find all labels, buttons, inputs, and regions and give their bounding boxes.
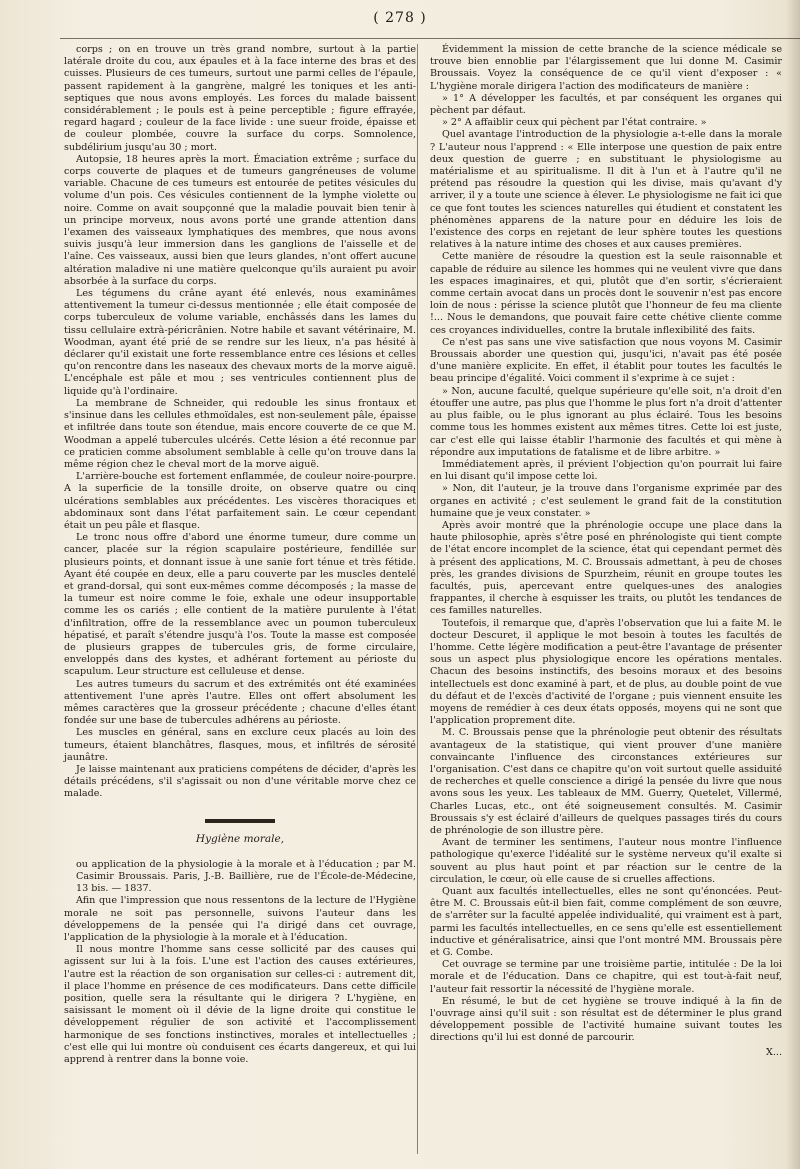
paragraph: Cette manière de résoudre la question est la seule raisonnable et capable de réduire au silence les hommes qui ne veulent vivre que dans les espaces imaginaires, et qui, plutôt que d'en sortir, s'écrieraient comme certain avocat dans un procès dont le souvenir n'est pas encore loin de nous : périsse la science plutôt que l'honneur de feu ma cliente !... Nous le demandons, que pouvait faire cette chétive cliente comme ces croyances individuelles, contre la brutale inflexibilité des faits. — [430, 251, 782, 336]
left-column — [64, 44, 416, 1066]
section-divider-rule — [205, 819, 275, 823]
paragraph: Je laisse maintenant aux praticiens compétens de décider, d'après les détails précédens, s'il s'agissait ou non d'une véritable morve chez ce malade. — [64, 763, 416, 800]
bibliographic-reference: ou application de la physiologie à la morale et à l'éducation ; par M. Casimir Broussais. Paris, J.-B. Baillière, rue de l'École-de-Médecine, 13 bis. — 1837. — [76, 858, 416, 895]
paragraph: » Non, dit l'auteur, je la trouve dans l'organisme exprimée par des organes en activité ; c'est seulement le grand fait de la constitution humaine que je veux constater. » — [430, 483, 782, 519]
paragraph: En résumé, le but de cet hygiène se trouve indiqué à la fin de l'ouvrage ainsi qu'il suit : son résultat est de déterminer le plus grand développement possible de l'activité humaine suivant toutes les directions qu'il lui est donné de parcourir. — [430, 995, 782, 1044]
page-edge-shadow — [786, 0, 800, 1169]
paragraph: Toutefois, il remarque que, d'après l'observation que lui a faite M. le docteur Descuret, il applique le mot besoin à toutes les facultés de l'homme. Cette légère modification a peut-être l'avantage de présenter sous un aspect plus physiologique encore les opérations mentales. Chacun des besoins instinctifs, des besoins moraux et des besoins intellectuels est donc examiné à part, et de plus, au double point de vue du défaut et de l'excès d'activité de l'organe ; puis viennent ensuite les moyens de remédier à ces deux états opposés, moyens qui ne sont que l'application proprement dite. — [430, 617, 782, 727]
section-title: Hygiène morale, — [195, 832, 285, 845]
paragraph: » 2° A affaiblir ceux qui pèchent par l'état contraire. » — [442, 117, 707, 129]
paragraph: Autopsie, 18 heures après la mort. Émaciation extrême ; surface du corps couverte de plaques et de tumeurs gangréneuses de volume variable. Chacune de ces tumeurs est entourée de petites vésicules du volume d'un pois. Ces vésicules contiennent de la lymphe violette ou noire. Comme on avait soupçonné que la maladie pouvait bien tenir à un principe morveux, nous avons porté une grande attention dans l'examen des vaisseaux lymphatiques des membres, que nous avons suivis jusqu'à leur immersion dans les ganglions de l'aisselle et de l'aîne. Ces vaisseaux, aussi bien que leurs glandes, n'ont offert aucune altération maladive ni une matière quelconque qu'ils auraient pu avoir absorbée à la surface du corps. — [64, 153, 416, 287]
column-divider — [417, 44, 418, 1154]
paragraph: Après avoir montré que la phrénologie occupe une place dans la haute philosophie, après s'être posé en phrénologiste qui tient compte de l'état encore incomplet de la science, état qui cependant permet dès à présent des applications, M. C. Broussais admettant, à peu de choses près, les grandes divisions de Spurzheim, réunit en groupe toutes les facultés, puis, apercevant entre quelques-unes des analogies frappantes, il cherche à esquisser les traits, ou plutôt les tendances de ces familles naturelles. — [430, 519, 782, 617]
paragraph: Les muscles en général, sans en exclure ceux placés au loin des tumeurs, étaient blanchâtres, flasques, mous, et infiltrés de sérosité jaunâtre. — [64, 727, 416, 763]
right-column — [430, 44, 782, 1059]
page-number: ( 278 ) — [373, 10, 427, 26]
paragraph: Les autres tumeurs du sacrum et des extrémités ont été examinées attentivement l'une après l'autre. Elles ont offert absolument les mêmes caractères que la grosseur précédente ; chacune d'elles étant fondée sur une base de tubercules adhérens au périoste. — [64, 678, 416, 727]
paragraph: Quel avantage l'introduction de la physiologie a-t-elle dans la morale ? L'auteur nous l'apprend : « Elle interpose une question de paix entre deux question de guerre ; en substituant le physiologisme au matérialisme et au spiritualisme. Il dit à l'un et à l'autre qu'il ne prétend pas résoudre la question qui les divise, mais qu'avant d'y arriver, il y a toute une science à élever. Le physiologisme ne fait ici que ce que font toutes les sciences naturelles qui étudient et constatent les phénomènes apparens de la nature pour en déduire les lois de l'existence des corps en rejetant de leur sphère toutes les questions relatives à la nature intime des choses et aux causes premières. — [430, 129, 782, 251]
left-paragraphs-before — [64, 44, 416, 801]
paragraph: M. C. Broussais pense que la phrénologie peut obtenir des résultats avantageux de la statistique, qui vient prouver d'une manière convaincante l'influence des circonstances extérieures sur l'organisation. C'est dans ce chapitre qu'on voit surtout quelle assiduité de recherches et quelle conscience a dirigé la pensée du livre que nous avons sous les yeux. Les tableaux de MM. Guerry, Quetelet, Villermé, Charles Lucas, etc., ont été soigneusement consultés. M. Casimir Broussais s'y est éclairé d'ailleurs de quelques passages tirés du cours de phrénologie de son illustre père. — [430, 727, 782, 836]
paragraph: Ce n'est pas sans une vive satisfaction que nous voyons M. Casimir Broussais aborder une question qui, jusqu'ici, n'avait pas été posée d'une manière explicite. En effet, il établit pour toutes les facultés le beau principe d'égalité. Voici comment il s'exprime à ce sujet : — [430, 336, 782, 385]
signature: X... — [766, 1046, 782, 1058]
paragraph: Quant aux facultés intellectuelles, elles ne sont qu'énoncées. Peut-être M. C. Broussais eût-il bien fait, comme complément de son œuvre, de s'arrêter sur la faculté appelée individualité, qui vraiment est à part, parmi les facultés intellectuelles, en ce sens qu'elle est essentiellement inductive et généralisatrice, ainsi que l'ont montré MM. Broussais père et G. Combe. — [430, 886, 782, 959]
paragraph: corps ; on en trouve un très grand nombre, surtout à la partie latérale droite du cou, aux épaules et à la face interne des bras et des cuisses. Plusieurs de ces tumeurs, surtout une parmi celles de l'épaule, passent rapidement à la gangrène, malgré les toniques et les anti-septiques que nous avons employés. Les forces du malade baissent considérablement ; le pouls est à peine perceptible ; figure effrayée, regard hagard ; couleur de la face livide : une sueur froide, épaisse et de couleur plombée, couvre la surface du corps. Somnolence, subdélirium jusqu'au 30 ; mort. — [64, 44, 416, 153]
paragraph: La membrane de Schneider, qui redouble les sinus frontaux et s'insinue dans les cellules ethmoïdales, est non-seulement pâle, épaisse et infiltrée dans toute son étendue, mais encore couverte de ce que M. Woodman a appelé tubercules ulcérés. Cette lésion a été reconnue par ce praticien comme absolument semblable à celle qu'on trouve dans la même région chez le cheval mort de la morve aiguë. — [64, 397, 416, 470]
right-paragraphs — [430, 44, 782, 1045]
paragraph: Les tégumens du crâne ayant été enlevés, nous examinâmes attentivement la tumeur ci-dessus mentionnée ; elle était composée de corps tuberculeux de volume variable, enchâssés dans les lames du tissu cellulaire extrà-péricrânien. Notre habile et savant vétérinaire, M. Woodman, ayant été prié de se rendre sur les lieux, n'a pas hésité à déclarer qu'il existait une forte ressemblance entre ces lésions et celles qu'on rencontre dans les naseaux des chevaux morts de la morve aiguë. L'encéphale est pâle et mou ; ses ventricules contiennent plus de liquide qu'à l'ordinaire. — [64, 288, 416, 397]
paragraph: Cet ouvrage se termine par une troisième partie, intitulée : De la loi morale et de l'éducation. Dans ce chapitre, qui est tout-à-fait neuf, l'auteur fait ressortir la nécessité de l'hygiène morale. — [430, 959, 782, 995]
paragraph: » 1° A développer les facultés, et par conséquent les organes qui pèchent par défaut. — [430, 92, 782, 117]
left-paragraphs-after — [64, 895, 416, 1066]
paragraph: » Non, aucune faculté, quelque supérieure qu'elle soit, n'a droit d'en étouffer une autre, pas plus que l'homme le plus fort n'a droit d'attenter au plus faible, ou le plus ignorant au plus éclairé. Tous les besoins comme tous les hommes existent aux mêmes titres. Cette loi est juste, car c'est elle qui laisse établir l'harmonie des facultés et qui mène à répondre aux imputations de fatalisme et de libre arbitre. » — [430, 385, 782, 458]
paragraph: Il nous montre l'homme sans cesse sollicité par des causes qui agissent sur lui à la fois. L'une est l'action des causes extérieures, l'autre est la réaction de son organisation sur celles-ci : autrement dit, il place l'homme en présence de ces modificateurs. Dans cette difficile position, quelle sera la résultante qui le dirigera ? L'hygiène, en saisissant le moment où il dévie de la ligne droite qui constitue le développement régulier de son activité et l'accomplissement harmonique de ses fonctions instinctives, morales et intellectuelles ; c'est elle qui lui montre où conduisent ces écarts dangereux, et qui lui apprend à rentrer dans la bonne voie. — [64, 944, 416, 1066]
paragraph: Immédiatement après, il prévient l'objection qu'on pourrait lui faire en lui disant qu'il impose cette loi. — [430, 458, 782, 483]
paragraph: Avant de terminer les sentimens, l'auteur nous montre l'influence pathologique qu'exerce l'idéalité sur le système nerveux qu'il exalte si souvent au plus haut point et par réaction sur le centre de la circulation, le cœur, où elle cause de si cruelles affections. — [430, 837, 782, 885]
paragraph: L'arrière-bouche est fortement enflammée, de couleur noire-pourpre. A la superficie de la tonsille droite, on observe quatre ou cinq ulcérations semblables aux précédentes. Les viscères thoraciques et abdominaux sont dans l'état parfaitement sain. Le cœur cependant était un peu pâle et flasque. — [64, 471, 416, 531]
paragraph: Afin que l'impression que nous ressentons de la lecture de l'Hygiène morale ne soit pas personnelle, suivons l'auteur dans les développemens de la pensée qui l'a dirigé dans cet ouvrage, l'application de la physiologie à la morale et à l'éducation. — [64, 895, 416, 944]
top-rule — [60, 38, 800, 39]
paragraph: Le tronc nous offre d'abord une énorme tumeur, dure comme un cancer, placée sur la région scapulaire postérieure, fendillée sur plusieurs points, et donnant issue à une sanie fort ténue et très fétide. Ayant été coupée en deux, elle a paru couverte par les muscles dentelé et grand-dorsal, qui sont eux-mêmes comme décomposés ; la masse de la tumeur est noire comme le foie, exhale une odeur insupportable comme les os cariés ; elle contient de la matière purulente à l'état d'infiltration, offre de la ressemblance avec un poumon tuberculeux hépatisé, et paraît s'étendre jusqu'à l'os. Toute la masse est composée de plusieurs grappes de tubercules gris, de forme circulaire, enveloppés dans des kystes, et adhérant fortement au périoste du scapulum. Leur structure est celluleuse et dense. — [64, 532, 416, 678]
paragraph: Évidemment la mission de cette branche de la science médicale se trouve bien ennoblie par l'élargissement que lui donne M. Casimir Broussais. Voyez la conséquence de ce qu'il vient d'exposer : « L'hygiène morale dirigera l'action des modificateurs de manière : — [430, 44, 782, 92]
